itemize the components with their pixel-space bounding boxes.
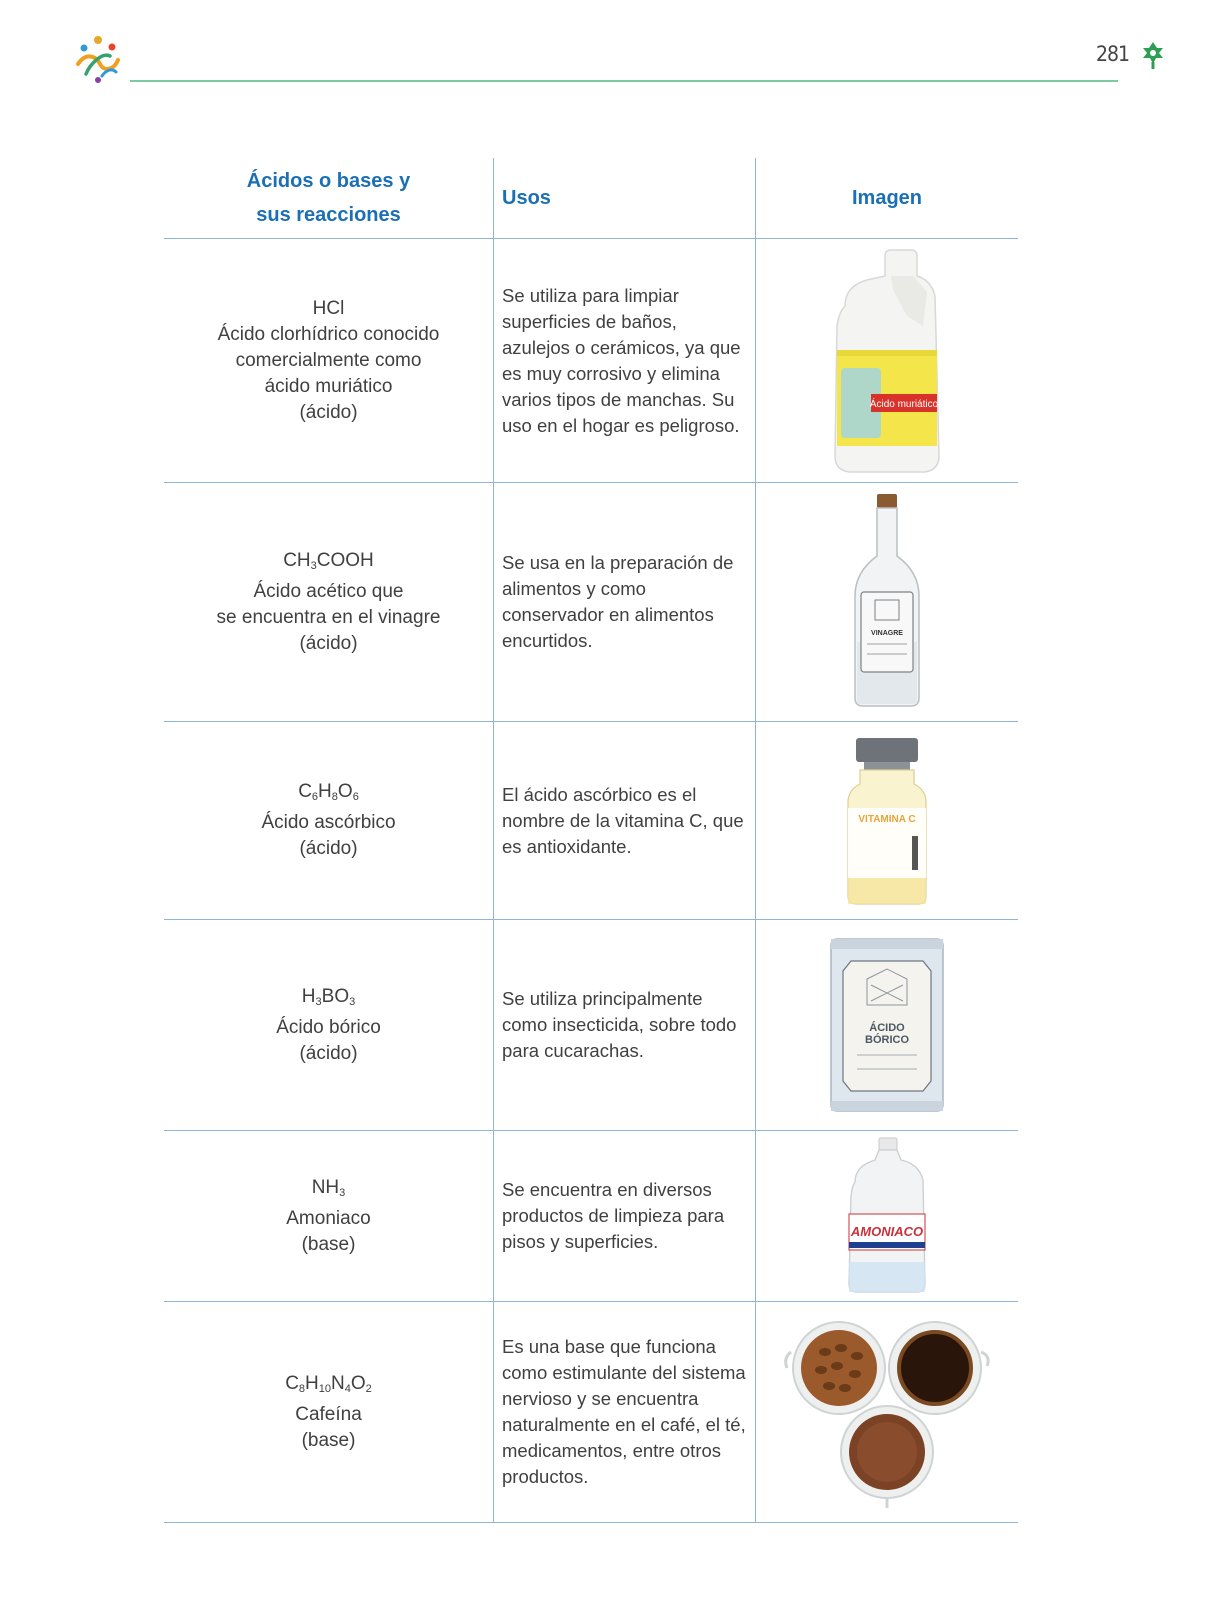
vitamin-c-vial-icon (842, 736, 932, 906)
image-cell (756, 920, 1018, 1130)
vial-label: VITAMINA C (858, 813, 916, 825)
image-cell (756, 483, 1018, 721)
tree-emblem-icon (1140, 40, 1166, 70)
jug-label: AMONIACO (850, 1224, 924, 1239)
header-usos: Usos (494, 158, 756, 238)
vinegar-bottle-icon (847, 492, 927, 712)
header-acids-bases: Ácidos o bases y sus reacciones (164, 158, 494, 238)
table-row (164, 1131, 1018, 1302)
substance-cell: $C_8H_{10}N_4O_2$ Cafeína (base) (164, 1302, 494, 1522)
jug-label: Ácido muriático (869, 398, 939, 410)
boric-acid-packet-icon (827, 935, 947, 1115)
image-cell (756, 1131, 1018, 1301)
table-row (164, 722, 1018, 920)
coffee-bowls-icon (777, 1312, 997, 1512)
formula: $NH_3$ (311, 1176, 346, 1199)
substance-cell: $C_6H_8O_6$ Ácido ascórbico (ácido) (164, 722, 494, 919)
formula: $C_8H_{10}N_4O_2$ (285, 1372, 372, 1395)
ammonia-jug-icon (845, 1136, 929, 1296)
use-cell: Es una base que funciona como estimulante del sistema nervioso y se encuentra naturalmente en el café, el té, medicamentos, entre otros productos. (494, 1302, 756, 1522)
bottle-label: VINAGRE (871, 630, 903, 637)
use-cell: Se utiliza principalmente como insecticida, sobre todo para cucarachas. (494, 920, 756, 1130)
formula: HCl (312, 297, 345, 319)
table-row (164, 920, 1018, 1131)
substance-cell: $CH_3COOH$ Ácido acético que se encuentra en el vinagre (ácido) (164, 483, 494, 721)
packet-label-1: ÁCIDO (869, 1022, 905, 1034)
formula: $H_3BO_3$ (301, 985, 356, 1008)
packet-label-2: BÓRICO (865, 1034, 909, 1046)
formula: $CH_3COOH$ (283, 549, 374, 572)
substance-cell: $NH_3$ Amoniaco (base) (164, 1131, 494, 1301)
use-cell: Se usa en la preparación de alimentos y como conservador en alimentos encurtidos. (494, 483, 756, 721)
use-cell: El ácido ascórbico es el nombre de la vitamina C, que es antioxidante. (494, 722, 756, 919)
substance-cell: $H_3BO_3$ Ácido bórico (ácido) (164, 920, 494, 1130)
table-row (164, 1302, 1018, 1523)
table-header-row (164, 158, 1018, 239)
table-row (164, 483, 1018, 722)
image-cell (756, 1302, 1018, 1522)
acids-bases-table (164, 158, 1018, 1523)
formula: $C_6H_8O_6$ (298, 781, 359, 803)
table-row (164, 239, 1018, 483)
use-cell: Se utiliza para limpiar superficies de baños, azulejos o cerámicos, ya que es muy corrosivo y elimina varios tipos de manchas. Su uso en el hogar es peligroso. (494, 239, 756, 482)
page-number: 281 (1096, 42, 1130, 66)
header-rule (130, 80, 1118, 82)
image-cell (756, 722, 1018, 919)
substance-cell: HCl Ácido clorhídrico conocido comercialmente como ácido muriático (ácido) (164, 239, 494, 482)
header-imagen: Imagen (851, 187, 923, 209)
image-cell (756, 239, 1018, 482)
use-cell: Se encuentra en diversos productos de limpieza para pisos y superficies. (494, 1131, 756, 1301)
publisher-logo-icon (72, 34, 124, 84)
muriatic-acid-jug-icon (827, 246, 947, 476)
